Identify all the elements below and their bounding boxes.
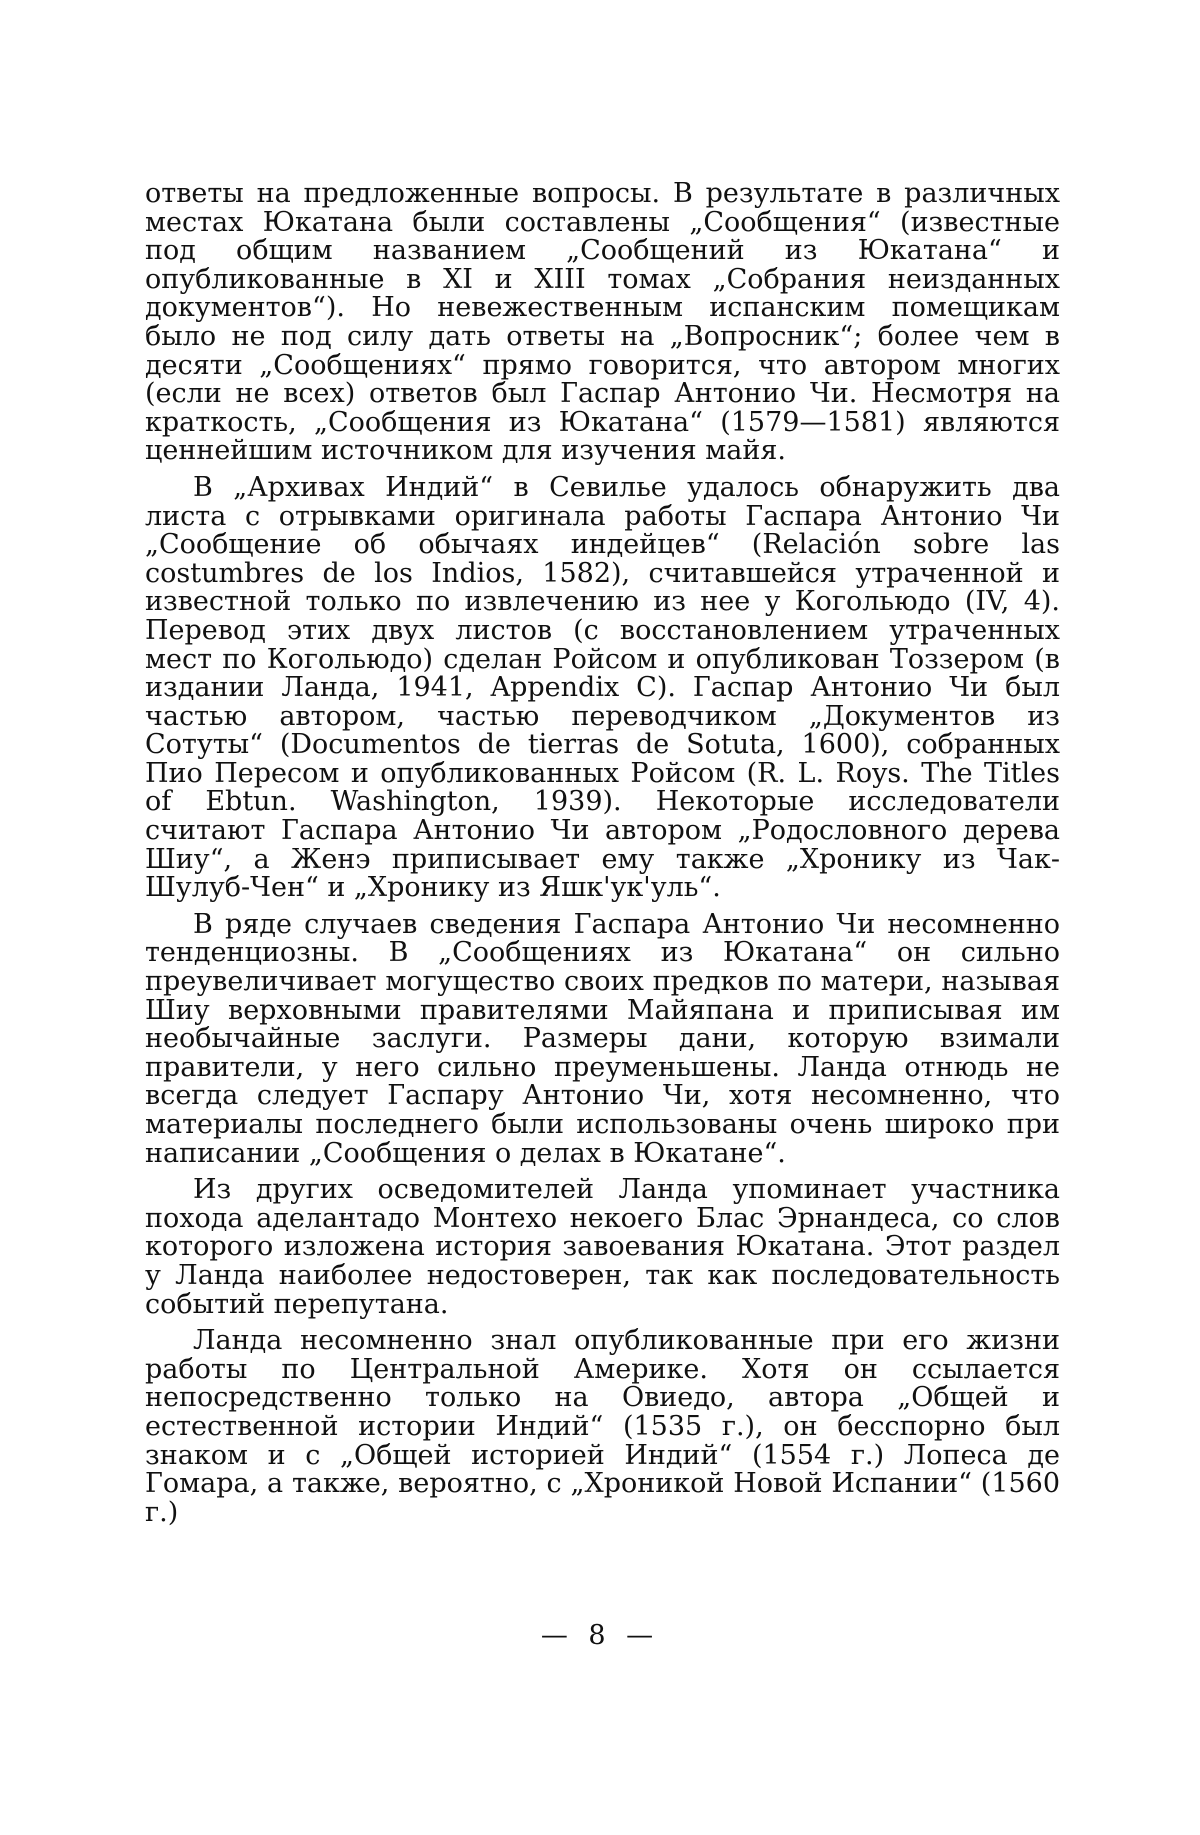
paragraph-1: ответы на предложенные вопросы. В результате в различных местах Юкатана были составлены „Сообщения“ (известные под общим названием „Сообщений из Юкатана“ и опубликованные в XI и XIII томах „Собрания неизданных документов“). Но невежественным испанским помещикам было не под силу дать ответы на „Вопросник“; более чем в десяти „Сообщениях“ прямо говорится, что автором многих (если не всех) ответов был Гаспар Антонио Чи. Несмотря на краткость, „Сообщения из Юкатана“ (1579—1581) являются ценнейшим источником для изучения майя.: [145, 178, 1060, 467]
paragraph-2: В „Архивах Индий“ в Севилье удалось обнаружить два листа с отрывками оригинала работы Гаспара Антонио Чи „Сообщение об обычаях индейцев“ (Relación sobre las costumbres de los Indios, 1582), считавшейся утраченной и известной только по извлечению из нее у Когольюдо (IV, 4). Перевод этих двух листов (с восстановлением утраченных мест по Когольюдо) сделан Ройсом и опубликован Тоззером (в издании Ланда, 1941, Appendix С). Гаспар Антонио Чи был частью автором, частью переводчиком „Документов из Сотуты“ (Documentos de tierras de Sotuta, 1600), собранных Пио Пересом и опубликованных Ройсом (R. L. Roys. The Titles of Ebtun. Washington, 1939). Некоторые исследователи считают Гаспара Антонио Чи автором „Родословного дерева Шиу“, а Женэ приписывает ему также „Хронику из Чак-Шулуб-Чен“ и „Хронику из Яшк'ук'уль“.: [145, 471, 1060, 904]
page-number: — 8 —: [540, 1620, 660, 1651]
paragraph-5: Ланда несомненно знал опубликованные при его жизни работы по Центральной Америке. Хотя он ссылается непосредственно только на Овиедо, автора „Общей и естественной истории Индий“ (1535 г.), он бесспорно был знаком и с „Общей историей Индий“ (1554 г.) Лопеса де Гомара, а также, вероятно, с „Хроникой Новой Испании“ (1560 г.): [145, 1325, 1060, 1528]
paragraph-4: Из других осведомителей Ланда упоминает участника похода аделантадо Монтехо некоего Блас Эрнандеса, со слов которого изложена история завоевания Юкатана. Этот раздел у Ланда наиболее недостоверен, так как последовательность событий перепутана.: [145, 1174, 1060, 1320]
body-text: [145, 180, 1060, 1535]
paragraph-3: В ряде случаев сведения Гаспара Антонио Чи несомненно тенденциозны. В „Сообщениях из Юкатана“ он сильно преувеличивает могущество своих предков по матери, называя Шиу верховными правителями Майяпана и приписывая им необычайные заслуги. Размеры дани, которую взимали правители, у него сильно преуменьшены. Ланда отнюдь не всегда следует Гаспару Антонио Чи, хотя несомненно, что материалы последнего были использованы очень широко при написании „Сообщения о делах в Юкатане“.: [145, 908, 1060, 1169]
